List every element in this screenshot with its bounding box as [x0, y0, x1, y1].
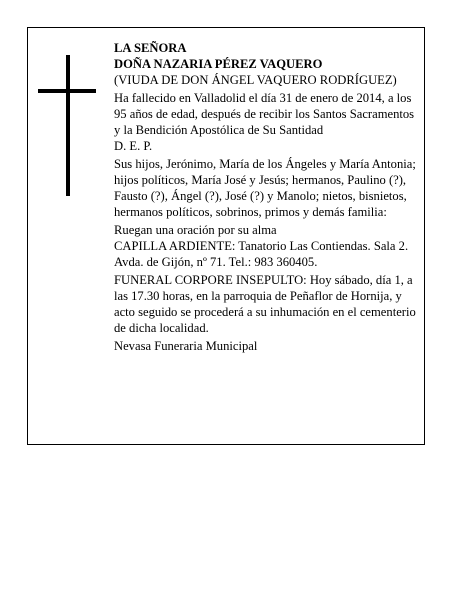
cross-vertical-bar — [66, 55, 70, 196]
obituary-title-line-1: LA SEÑORA — [114, 41, 187, 55]
family-list: Sus hijos, Jerónimo, María de los Ángeles y María Antonia; hijos políticos, María José y Jesús; hermanos, Paulino (?), Fausto (?), Ángel (?), José (?) y Manolo; nietos, bisnietos, hermanos políticos, sobrinos, primos y demás familia: — [114, 157, 416, 219]
death-notice: Ha fallecido en Valladolid el día 31 de enero de 2014, a los 95 años de edad, después de recibir los Santos Sacramentos y la Bendición Apostólica de Su Santidad — [114, 91, 415, 137]
funeral-home: Nevasa Funeraria Municipal — [114, 339, 258, 353]
chapel-info: CAPILLA ARDIENTE: Tanatorio Las Contiendas. Sala 2. Avda. de Gijón, nº 71. Tel.: 983 360405. — [114, 239, 409, 269]
rip-text: D. E. P. — [114, 139, 153, 153]
cross-horizontal-bar — [38, 89, 96, 93]
obituary-text — [114, 40, 422, 354]
prayer-request: Ruegan una oración por su alma — [114, 223, 277, 237]
deceased-name: DOÑA NAZARIA PÉREZ VAQUERO — [114, 57, 323, 71]
funeral-info: FUNERAL CORPORE INSEPULTO: Hoy sábado, día 1, a las 17.30 horas, en la parroquia de Peñaflor de Hornija, y acto seguido se procederá a su inhumación en el cementerio de dicha localidad. — [114, 273, 416, 335]
widow-note: (VIUDA DE DON ÁNGEL VAQUERO RODRÍGUEZ) — [114, 73, 397, 87]
